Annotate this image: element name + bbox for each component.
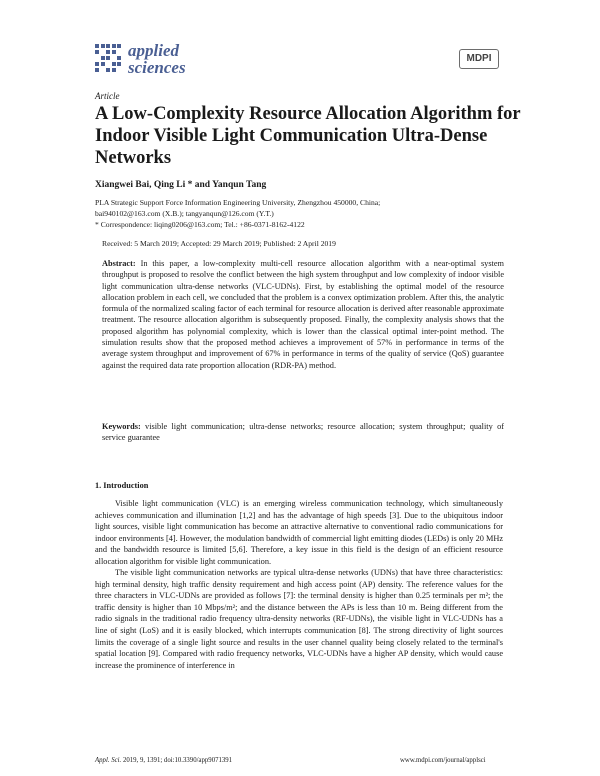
paragraph: The visible light communication networks are typical ultra-dense networks (UDNs) that have three characteristics: high terminal density, high traffic density requirement and high access point (AP) density. The reference values for the three characters in VLC-UDNs are provided as follows [7]: the terminal density is higher than 0.25 terminals per m²; the traffic density is higher than 10 Mbps/m²; and the distance between the APs is less than 10 m. Being different from the radio signals in the traditional radio frequency ultra-density networks (RF-UDNs), the visible light in VLC-UDNs has a line of sight (LoS) and it is easily blocked, which interrupts communication [8]. The strong directivity of light sources limits the coverage of a single light source and results in the user channel quality being closely related to the terminal's spatial location [9]. Compared with radio frequency networks, VLC-UDNs have a higher AP density, which would cause increase the prominence of interference in [95,568,503,670]
journal-name-second-line: sciences [128,58,186,77]
logo-cell [117,44,121,48]
logo-cell [106,50,110,54]
section-heading: 1. Introduction [95,481,149,490]
logo-cell [106,56,110,60]
publication-dates: Received: 5 March 2019; Accepted: 29 March 2019; Published: 2 April 2019 [102,239,336,248]
logo-cell [117,56,121,60]
keywords [102,421,504,444]
logo-cell [112,50,116,54]
paragraph: Visible light communication (VLC) is an emerging wireless communication technology, which simultaneously achieves communication and illumination [1,2] and has the advantage of high speeds [3]. Due to the ubiquitous indoor light sources, visible light communication has become an attractive alternative to conventional radio communications for indoor environments [4]. However, the modulation bandwidth of commercial light emitting diodes (LEDs) is only 20 MHz and the bandwidth resource is limited [5,6]. Therefore, a key issue in this field is the design of an efficient resource allocation algorithm for visible light communication. [95,499,503,566]
logo-cell [101,44,105,48]
correspondence: * Correspondence: liqing0206@163.com; Tel.: +86-0371-8162-4122 [95,220,305,229]
citation-footer [95,757,232,764]
journal-name: applied [128,41,179,60]
keywords-text: visible light communication; ultra-dense networks; resource allocation; system throughput; quality of service guarantee [102,422,504,443]
abstract-text: In this paper, a low-complexity multi-cell resource allocation algorithm with a near-optimal system throughput is proposed to resolve the conflict between the high system throughput and low complexity of indoor visible light communication ultra-dense networks (VLC-UDNs). First, by establishing the optimal model of the resource allocation problem in each cell, we concluded that the problem is a convex optimization problem. After this, the analytic formula of the normalized scaling factor of each terminal for resource allocation is derived after reasonable approximate treatment. The resource allocation algorithm is subsequently proposed. Finally, the complexity analysis shows that the proposed algorithm has polynomial complexity, which is lower than the classical optimal inter-point method. The simulation results show that the proposed method achieves a improvement of 57% in performance in terms of the average system throughput and improvement of 67% in performance in terms of the quality of service (QoS) guarantee against the required data rate proportion allocation (RDR-PA) method. [102,259,504,370]
logo-cell [112,44,116,48]
logo-cell [101,56,105,60]
journal-logo-icon [95,44,122,74]
affiliation-block [95,197,515,230]
abstract-label: Abstract: [102,259,136,268]
author-emails: bai940102@163.com (X.B.); tangyanqun@126.com (Y.T.) [95,209,274,218]
abstract [102,258,504,371]
body-text [95,498,503,671]
journal-website: www.mdpi.com/journal/applsci [400,757,486,764]
publisher-logo: MDPI [459,49,499,69]
logo-cell [106,68,110,72]
article-title: A Low-Complexity Resource Allocation Algorithm for Indoor Visible Light Communication Ultra-Dense Networks [95,104,521,168]
author-list: Xiangwei Bai, Qing Li * and Yanqun Tang [95,180,267,190]
logo-cell [112,68,116,72]
citation-text: 2019, 9, 1391; doi:10.3390/app9071391 [122,757,233,764]
logo-cell [112,62,116,66]
logo-cell [95,50,99,54]
affiliation: PLA Strategic Support Force Information Engineering University, Zhengzhou 450000, China; [95,198,381,207]
logo-cell [95,44,99,48]
logo-cell [106,44,110,48]
journal-abbrev: Appl. Sci. [95,757,122,764]
logo-cell [95,68,99,72]
article-type: Article [95,91,120,101]
logo-cell [117,62,121,66]
keywords-label: Keywords: [102,422,141,431]
logo-cell [95,62,99,66]
logo-cell [101,62,105,66]
